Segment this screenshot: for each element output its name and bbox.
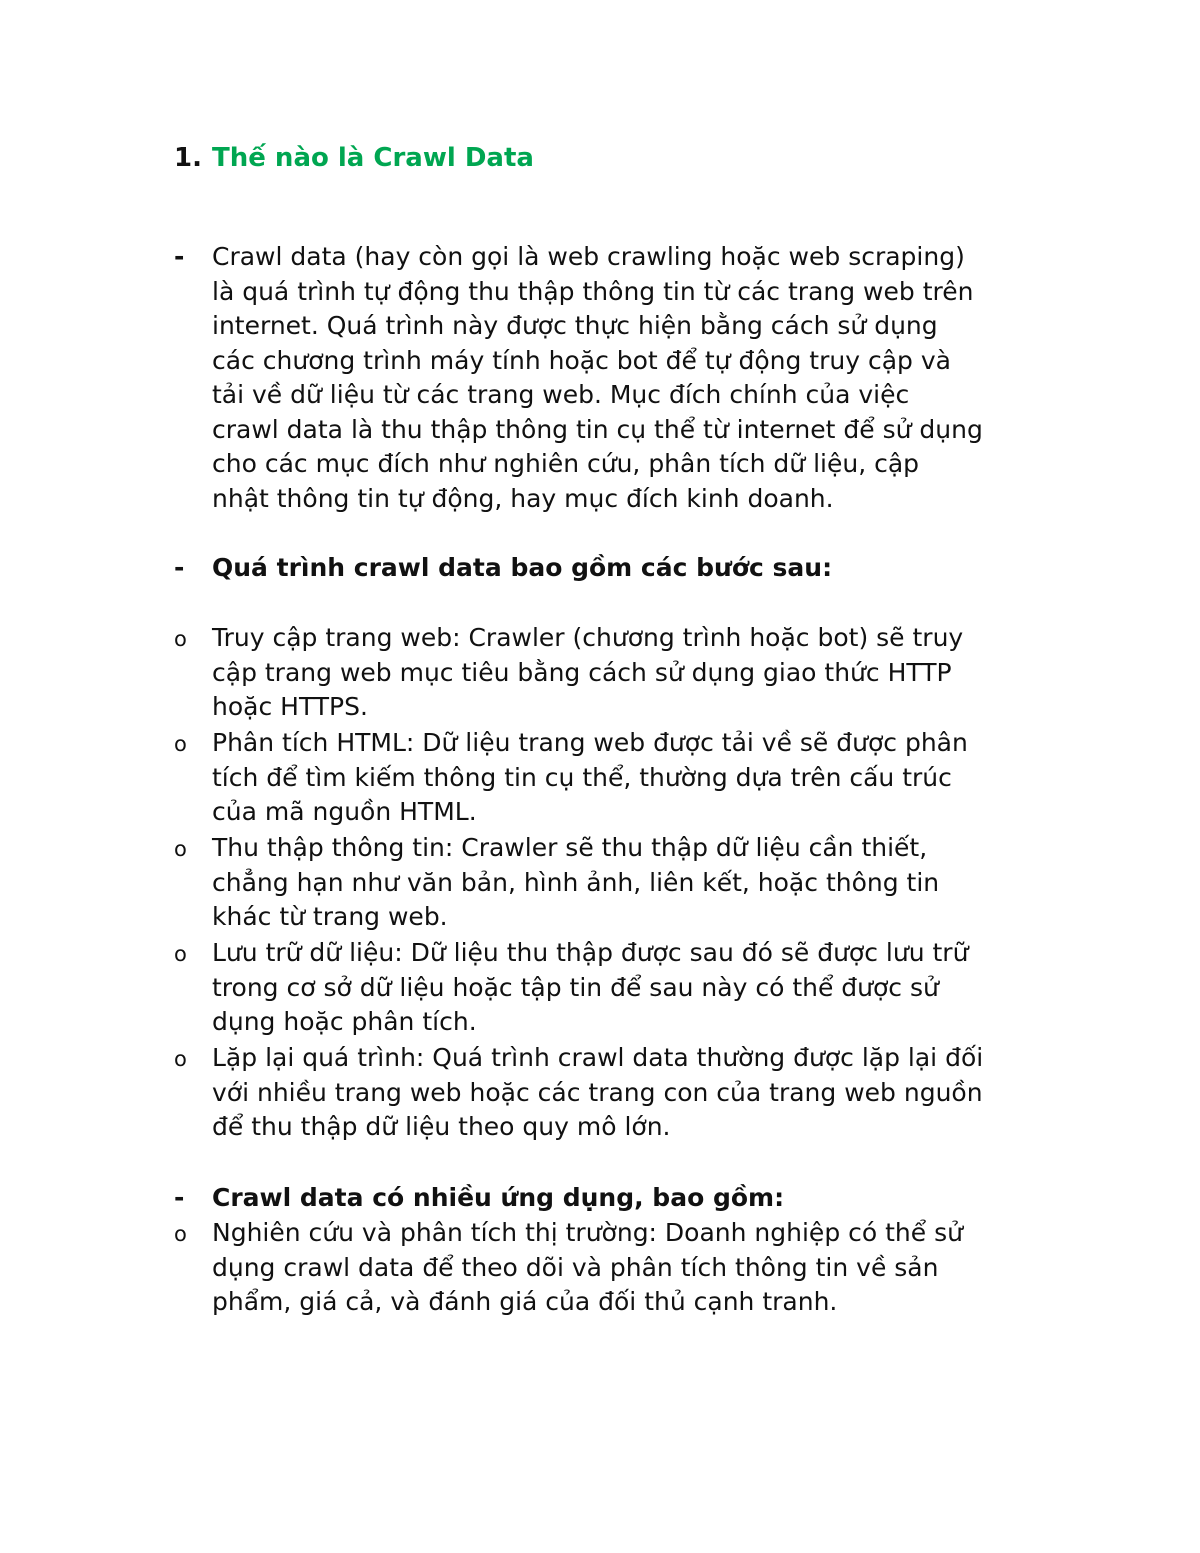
text-line: cho các mục đích như nghiên cứu, phân tích dữ liệu, cập — [212, 449, 920, 478]
circle-bullet: o — [174, 942, 187, 966]
section-number: 1. — [174, 143, 202, 173]
section-title: Thế nào là Crawl Data — [212, 143, 534, 173]
intro-paragraph — [174, 240, 1074, 516]
applications-heading-text: Crawl data có nhiều ứng dụng, bao gồm: — [212, 1183, 785, 1212]
text-line: Thu thập thông tin: Crawler sẽ thu thập dữ liệu cần thiết, — [212, 833, 928, 862]
text-line: trong cơ sở dữ liệu hoặc tập tin để sau này có thể được sử — [212, 972, 939, 1002]
text-line: Truy cập trang web: Crawler (chương trình hoặc bot) sẽ truy — [212, 623, 964, 652]
process-step — [174, 831, 1074, 935]
text-line: để thu thập dữ liệu theo quy mô lớn. — [212, 1112, 671, 1141]
text-line: tải về dữ liệu từ các trang web. Mục đích chính của việc — [212, 380, 910, 409]
application-text — [212, 1216, 1074, 1320]
text-line: internet. Quá trình này được thực hiện bằng cách sử dụng — [212, 311, 938, 340]
text-line: nhật thông tin tự động, hay mục đích kinh doanh. — [212, 483, 834, 513]
text-line: crawl data là thu thập thông tin cụ thể từ internet để sử dụng — [212, 414, 983, 444]
circle-bullet: o — [174, 627, 187, 651]
text-line: dụng hoặc phân tích. — [212, 1007, 477, 1036]
process-heading-text: Quá trình crawl data bao gồm các bước sau: — [212, 553, 833, 582]
circle-bullet: o — [174, 1222, 187, 1246]
process-step — [174, 621, 1074, 725]
circle-bullet: o — [174, 732, 187, 756]
process-step — [174, 1041, 1074, 1145]
step-text — [212, 726, 1074, 830]
text-line: với nhiều trang web hoặc các trang con của trang web nguồn — [212, 1077, 983, 1107]
dash-bullet: - — [174, 553, 185, 582]
step-text — [212, 936, 1074, 1040]
text-line: Lặp lại quá trình: Quá trình crawl data thường được lặp lại đối — [212, 1043, 984, 1072]
text-line: các chương trình máy tính hoặc bot để tự động truy cập và — [212, 345, 951, 375]
text-line: cập trang web mục tiêu bằng cách sử dụng giao thức HTTP — [212, 657, 952, 687]
step-text — [212, 621, 1074, 725]
text-line: khác từ trang web. — [212, 902, 448, 931]
text-line: dụng crawl data để theo dõi và phân tích thông tin về sản — [212, 1252, 939, 1282]
text-line: hoặc HTTPS. — [212, 692, 368, 721]
intro-text — [212, 240, 1074, 516]
circle-bullet: o — [174, 1047, 187, 1071]
applications-heading — [174, 1181, 1074, 1216]
step-text — [212, 831, 1074, 935]
text-line: chẳng hạn như văn bản, hình ảnh, liên kết, hoặc thông tin — [212, 867, 940, 897]
circle-bullet: o — [174, 837, 187, 861]
text-line: Phân tích HTML: Dữ liệu trang web được tải về sẽ được phân — [212, 728, 968, 757]
process-step — [174, 936, 1074, 1040]
process-step — [174, 726, 1074, 830]
text-line: Crawl data (hay còn gọi là web crawling hoặc web scraping) — [212, 242, 965, 271]
text-line: Nghiên cứu và phân tích thị trường: Doanh nghiệp có thể sử — [212, 1218, 963, 1247]
text-line: Lưu trữ dữ liệu: Dữ liệu thu thập được sau đó sẽ được lưu trữ — [212, 938, 969, 967]
section-heading — [174, 140, 534, 176]
application-item — [174, 1216, 1074, 1320]
text-line: của mã nguồn HTML. — [212, 797, 477, 826]
process-heading — [174, 551, 1074, 586]
dash-bullet: - — [174, 1183, 185, 1212]
text-line: phẩm, giá cả, và đánh giá của đối thủ cạnh tranh. — [212, 1287, 838, 1316]
text-line: là quá trình tự động thu thập thông tin từ các trang web trên — [212, 276, 974, 306]
step-text — [212, 1041, 1074, 1145]
text-line: tích để tìm kiếm thông tin cụ thể, thường dựa trên cấu trúc — [212, 762, 952, 792]
dash-bullet: - — [174, 242, 185, 271]
